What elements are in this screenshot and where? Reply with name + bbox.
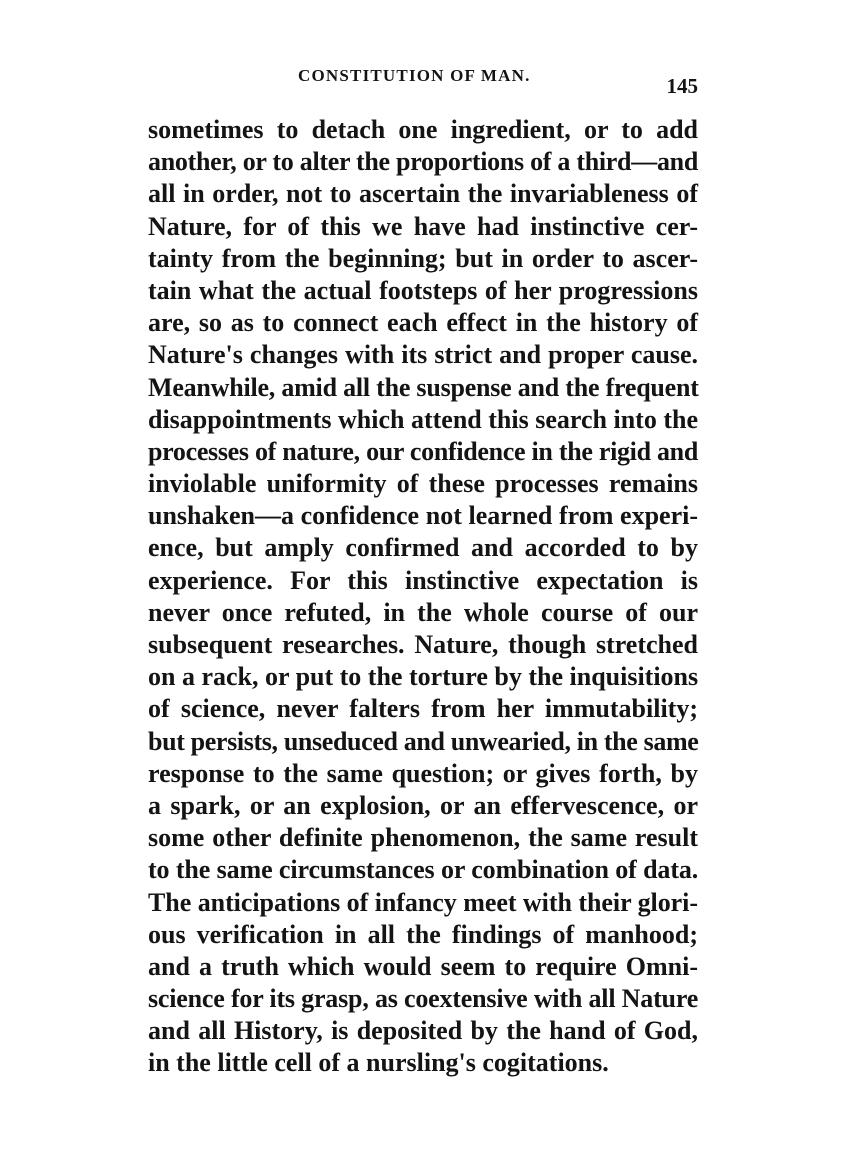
body-text [148, 114, 698, 1080]
text-line: tain what the actual footsteps of her progressions [148, 275, 698, 305]
running-head [148, 66, 698, 96]
text-line: processes of nature, our confidence in the rigid and [148, 436, 698, 466]
text-line: subsequent researches. Nature, though stretched [148, 630, 698, 659]
text-line: and all History, is deposited by the hand of God, [148, 1016, 698, 1046]
text-line: some other definite phenomenon, the same result [148, 823, 698, 853]
text-line: The anticipations of infancy meet with their glori- [148, 887, 698, 917]
text-line: science for its grasp, as coextensive with all Nature [148, 984, 699, 1014]
text-line: in the little cell of a nursling's cogitations. [148, 1048, 609, 1078]
page-number: 145 [666, 74, 698, 98]
text-line: are, so as to connect each effect in the history of [148, 308, 698, 338]
running-title: CONSTITUTION OF MAN. [298, 66, 531, 85]
text-line: response to the same question; or gives forth, by [148, 758, 698, 788]
text-line: Meanwhile, amid all the suspense and the frequent [148, 372, 699, 402]
text-line: disappointments which attend this search into the [148, 404, 698, 434]
text-line: a spark, or an explosion, or an effervescence, or [148, 790, 698, 820]
text-line: never once refuted, in the whole course of our [148, 597, 698, 627]
text-line: of science, never falters from her immutability; [148, 694, 698, 724]
text-line: sometimes to detach one ingredient, or to add [148, 115, 698, 144]
text-line: and a truth which would seem to require Omni- [148, 951, 698, 981]
text-line: unshaken—a confidence not learned from experi- [148, 501, 698, 531]
text-line: experience. For this instinctive expectation is [148, 565, 698, 595]
text-line: inviolable uniformity of these processes remains [148, 469, 698, 499]
text-line: ence, but amply confirmed and accorded to by [148, 533, 698, 563]
text-line: Nature's changes with its strict and proper cause. [148, 340, 698, 370]
text-line: to the same circumstances or combination of data. [148, 855, 699, 885]
text-line: tainty from the beginning; but in order to ascer- [148, 243, 698, 273]
text-line: on a rack, or put to the torture by the inquisitions [148, 662, 699, 692]
text-line: but persists, unseduced and unwearied, in the same [148, 726, 699, 756]
text-line: another, or to alter the proportions of a third—and [148, 147, 698, 177]
text-line: Nature, for of this we have had instinctive cer- [148, 211, 698, 241]
text-line: all in order, not to ascertain the invariableness of [148, 179, 698, 209]
text-line: ous verification in all the findings of manhood; [148, 919, 698, 949]
